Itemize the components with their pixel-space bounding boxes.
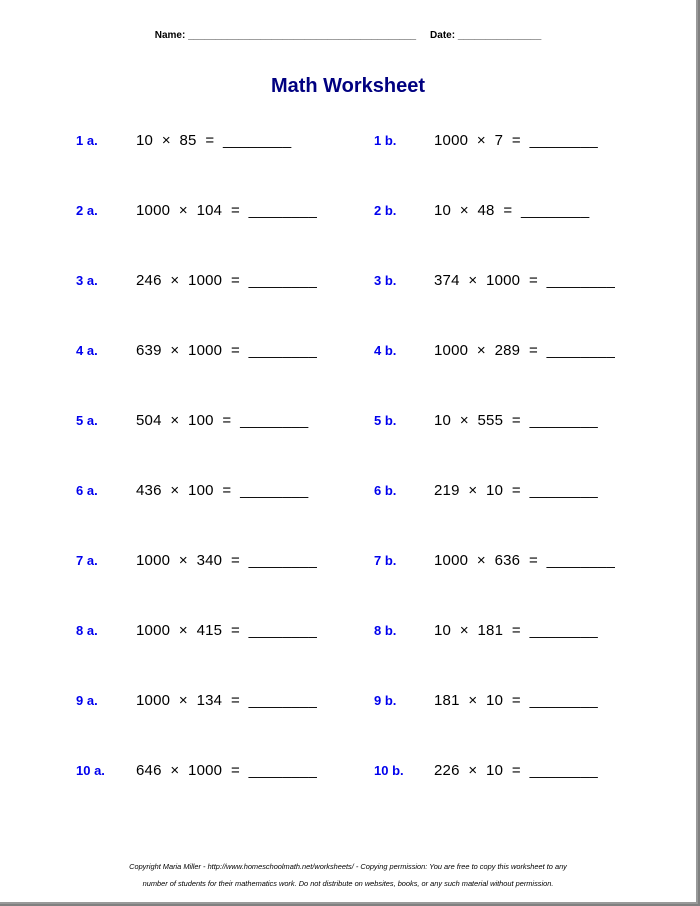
copyright-footer	[0, 858, 696, 892]
problem-expression: 10 × 555 = ________	[434, 412, 598, 429]
problem-label: 2 a.	[76, 203, 98, 218]
page-title: Math Worksheet	[270, 75, 426, 97]
problem-expression: 1000 × 415 = ________	[136, 622, 317, 639]
problem-label: 9 b.	[374, 693, 397, 708]
problem-expression: 1000 × 636 = ________	[434, 552, 615, 569]
problem-label: 9 a.	[76, 693, 98, 708]
problem-label: 4 b.	[374, 343, 397, 358]
problem-expression: 646 × 1000 = ________	[136, 762, 317, 779]
problem-expression: 219 × 10 = ________	[434, 482, 598, 499]
footer-line-1: Copyright Maria Miller - http://www.homeschoolmath.net/worksheets/ - Copying permission: You are free to copy this worksheet to any	[129, 862, 567, 871]
problem-expression: 374 × 1000 = ________	[434, 272, 615, 289]
problem-label: 6 b.	[374, 483, 397, 498]
problem-label: 10 b.	[374, 763, 404, 778]
problem-expression: 10 × 181 = ________	[434, 622, 598, 639]
problem-label: 1 a.	[76, 133, 98, 148]
problem-expression: 10 × 48 = ________	[434, 202, 590, 219]
problem-expression: 1000 × 289 = ________	[434, 342, 615, 359]
name-blank: _________________________________________	[188, 30, 417, 41]
problem-expression: 10 × 85 = ________	[136, 132, 292, 149]
problem-label: 8 b.	[374, 623, 397, 638]
problem-label: 5 b.	[374, 413, 397, 428]
problem-label: 7 b.	[374, 553, 397, 568]
problem-label: 1 b.	[374, 133, 397, 148]
name-date-header	[0, 30, 696, 41]
problem-expression: 504 × 100 = ________	[136, 412, 309, 429]
problem-expression: 246 × 1000 = ________	[136, 272, 317, 289]
footer-line-2: number of students for their mathematics work. Do not distribute on websites, books, or any such material without permission.	[142, 879, 554, 888]
problem-label: 5 a.	[76, 413, 98, 428]
problem-label: 10 a.	[76, 763, 105, 778]
problem-label: 8 a.	[76, 623, 98, 638]
problem-label: 7 a.	[76, 553, 98, 568]
problem-label: 3 a.	[76, 273, 98, 288]
problem-expression: 1000 × 7 = ________	[434, 132, 598, 149]
problem-expression: 1000 × 134 = ________	[136, 692, 317, 709]
name-label: Name:	[154, 30, 186, 41]
problem-expression: 639 × 1000 = ________	[136, 342, 317, 359]
problem-label: 4 a.	[76, 343, 98, 358]
date-blank: _______________	[457, 30, 542, 41]
problem-expression: 226 × 10 = ________	[434, 762, 598, 779]
problem-label: 2 b.	[374, 203, 397, 218]
problem-label: 6 a.	[76, 483, 98, 498]
problem-expression: 1000 × 340 = ________	[136, 552, 317, 569]
problem-expression: 181 × 10 = ________	[434, 692, 598, 709]
problem-expression: 436 × 100 = ________	[136, 482, 309, 499]
date-label: Date:	[430, 30, 456, 41]
problem-label: 3 b.	[374, 273, 397, 288]
problem-expression: 1000 × 104 = ________	[136, 202, 317, 219]
